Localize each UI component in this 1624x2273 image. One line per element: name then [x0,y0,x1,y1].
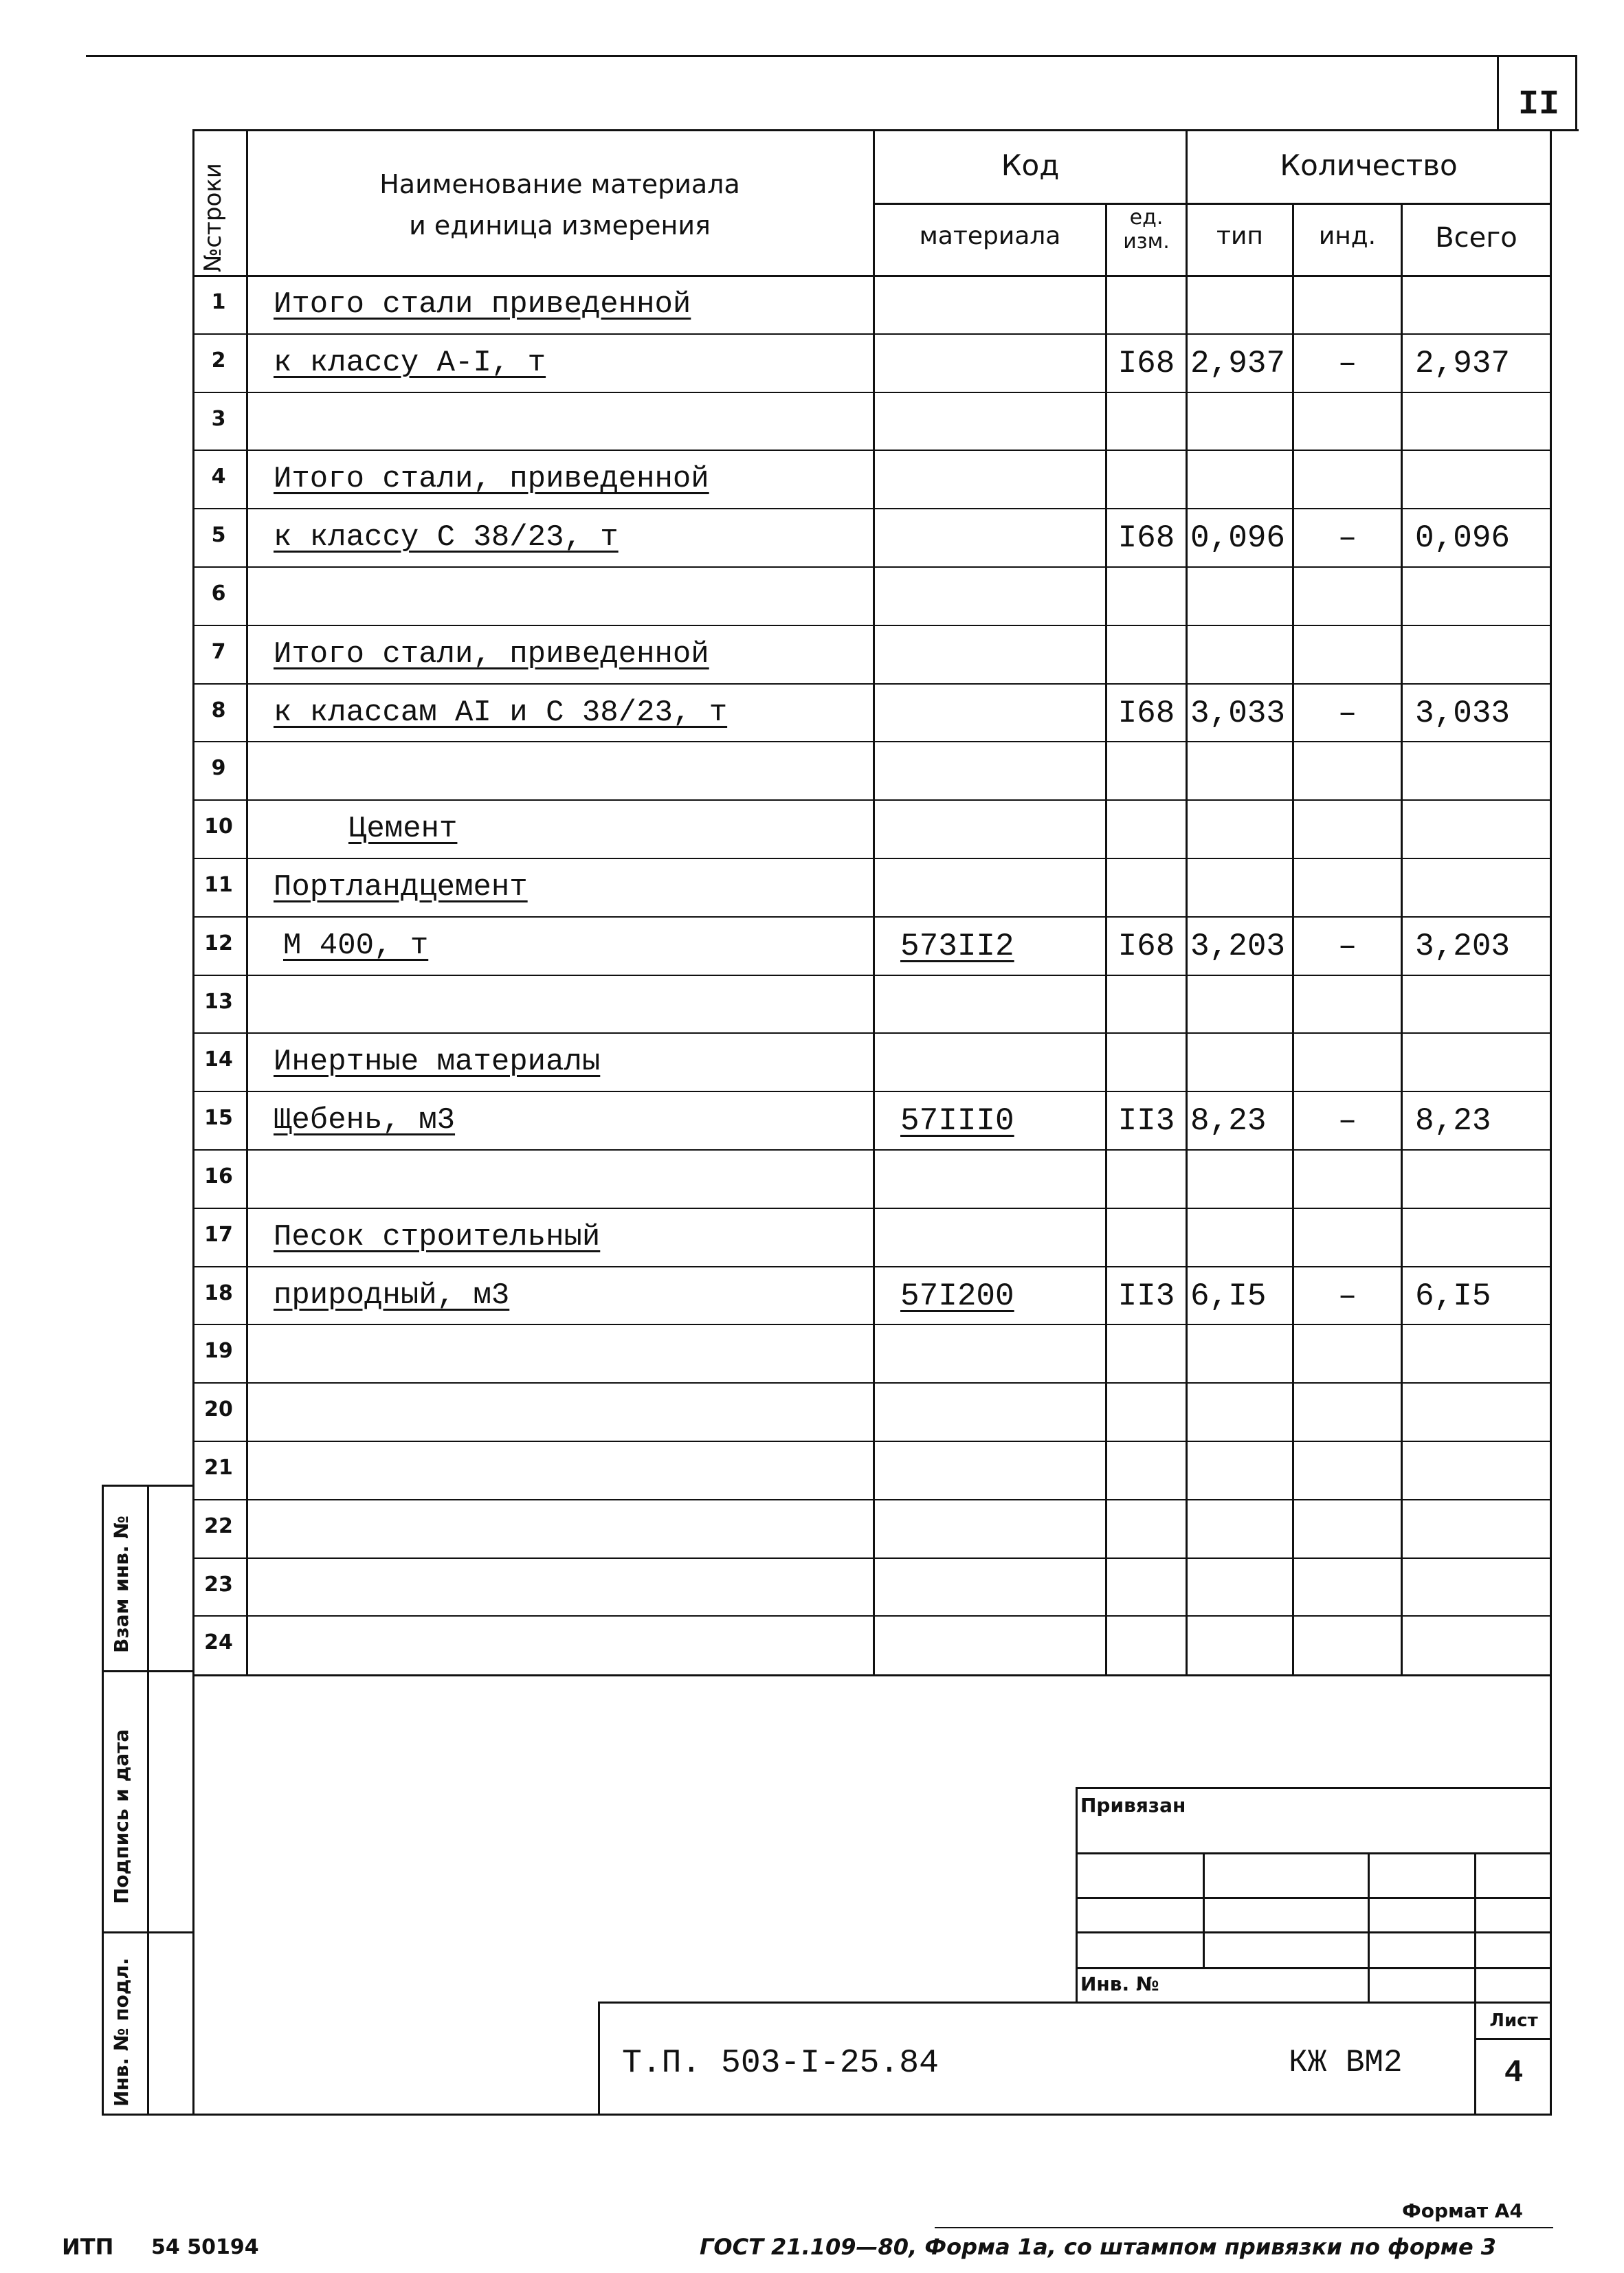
format-label: Формат А4 [1402,2199,1523,2222]
material-code: 57I200 [900,1278,1014,1314]
footer-gost: ГОСТ 21.109—80, Форма 1а, со штампом привязки по форме 3 [700,2234,1497,2260]
row-divider [192,392,1550,393]
podpis-data-label: Подпись и дата [110,1729,133,1904]
unit-code: I68 [1117,928,1175,964]
page-number: II [1517,85,1559,124]
row-divider [192,1382,1550,1384]
qty-ind: – [1337,345,1357,381]
material-name: Итого стали приведенной [274,287,691,322]
page-number-box-left [1497,55,1499,131]
designation: Т.П. 503-I-25.84 [622,2045,939,2082]
row-number: 14 [204,1047,233,1072]
row-divider [192,916,1550,918]
material-name: Итого стали, приведенной [274,636,709,672]
privyazan-col2 [1368,1852,1370,2004]
row-divider [192,566,1550,568]
top-rule [86,55,1577,57]
title-block-left [598,2002,600,2116]
col-line-name [246,129,248,1676]
unit-code: II3 [1117,1278,1175,1314]
qty-typ: 0,096 [1190,520,1286,557]
privyazan-line4 [1076,1967,1551,1969]
privyazan-line2 [1076,1897,1551,1899]
qty-ind: – [1337,1278,1357,1314]
material-name: Портландцемент [274,870,528,905]
inv-podl-label: Инв. № подл. [110,1958,133,2107]
code-material-header: материала [919,222,1061,250]
qty-total: 6,I5 [1415,1278,1491,1314]
row-divider [192,683,1550,685]
material-name: к классу А-I, т [274,345,546,380]
row-divider [192,1091,1550,1092]
qty-typ: 8,23 [1190,1103,1267,1140]
row-number: 12 [204,931,233,955]
vzam-inv-label: Взам инв. № [110,1516,133,1653]
code-header: Код [1001,148,1060,182]
material-name: М 400, т [283,928,429,963]
row-divider [192,1615,1550,1617]
side-strip-mid [147,1485,149,2116]
row-number: 9 [211,756,226,781]
row-number: 8 [211,698,226,722]
material-code: 57III0 [900,1103,1014,1140]
footer-order-no: 54 50194 [151,2235,259,2259]
privyazan-top [1076,1787,1551,1789]
qty-ind: – [1337,1103,1357,1140]
sheet-number: 4 [1504,2055,1524,2091]
footer-left: ИТП [62,2234,114,2260]
row-number: 15 [204,1106,233,1131]
qty-total: 2,937 [1415,345,1511,381]
privyazan-col3 [1474,1852,1476,2004]
material-name: Инертные материалы [274,1045,601,1080]
row-number-header: №строки [199,163,227,272]
name-header-line2: и единица измерения [409,210,711,241]
unit-code: I68 [1117,345,1175,381]
qty-total-header: Всего [1435,222,1517,254]
row-number: 23 [204,1572,233,1597]
row-number: 6 [211,581,226,606]
row-number: 20 [204,1397,233,1422]
row-divider [192,1032,1550,1034]
table-bottom-line [192,1674,1550,1676]
row-number: 3 [211,406,226,431]
row-divider [192,858,1550,859]
row-divider [192,1441,1550,1442]
row-number: 4 [211,465,226,489]
row-number: 5 [211,523,226,548]
row-number: 10 [204,814,233,839]
sheet-box-split [1474,2038,1551,2040]
qty-typ: 6,I5 [1190,1278,1267,1314]
privyazan-left [1076,1787,1078,2004]
qty-ind: – [1337,520,1357,557]
col-line-unit [1105,203,1107,1676]
side-strip-div2 [102,1931,194,1933]
qty-typ-header: тип [1216,222,1263,250]
title-block-top [598,2002,1551,2004]
privyazan-col1 [1203,1852,1205,1967]
inv-no-label: Инв. № [1080,1973,1159,1995]
row-number: 7 [211,639,226,664]
frame-bottom [102,2114,1552,2116]
qty-ind-header: инд. [1318,222,1377,250]
row-divider [192,508,1550,509]
row-number: 18 [204,1280,233,1305]
unit-code: I68 [1117,520,1175,557]
row-divider [192,1208,1550,1209]
material-name: Песок строительный [274,1219,601,1254]
side-strip-left [102,1485,104,2116]
row-number: 16 [204,1164,233,1188]
doc-code: КЖ ВМ2 [1289,2045,1403,2081]
qty-total: 8,23 [1415,1103,1491,1140]
side-strip-top [102,1485,194,1487]
sheet-label: Лист [1489,2010,1538,2031]
row-divider [192,741,1550,742]
row-divider [192,1149,1550,1151]
row-divider [192,450,1550,451]
row-number: 13 [204,989,233,1014]
qty-total: 3,033 [1415,695,1511,731]
qty-typ: 3,033 [1190,695,1286,731]
row-number: 17 [204,1222,233,1247]
quantity-header: Количество [1280,148,1458,182]
qty-typ: 2,937 [1190,345,1286,381]
row-number: 2 [211,348,226,373]
name-header-line1: Наименование материала [379,169,740,199]
row-number: 19 [204,1339,233,1364]
qty-typ: 3,203 [1190,928,1286,964]
privyazan-line1 [1076,1852,1551,1854]
col-line-code [873,129,875,1676]
row-number: 11 [204,873,233,897]
row-number: 1 [211,290,226,314]
qty-total: 3,203 [1415,928,1511,964]
material-name: Цемент [348,812,458,847]
qty-ind: – [1337,928,1357,964]
privyazan-line3 [1076,1931,1551,1933]
unit-code: I68 [1117,695,1175,731]
row-divider [192,1266,1550,1267]
sheet-box-left [1474,2002,1476,2116]
material-code: 573II2 [900,928,1014,964]
row-divider [192,1499,1550,1500]
frame-top [192,129,1579,131]
row-divider [192,333,1550,335]
row-number: 21 [204,1456,233,1480]
row-number: 22 [204,1514,233,1538]
material-name: Щебень, м3 [274,1103,456,1138]
material-name: к классу С 38/23, т [274,520,619,555]
material-name: к классам АI и С 38/23, т [274,695,728,730]
row-divider [192,975,1550,976]
row-divider [192,625,1550,626]
material-name: Итого стали, приведенной [274,462,709,497]
privyazan-label: Привязан [1080,1794,1186,1817]
qty-total: 0,096 [1415,520,1511,557]
qty-ind: – [1337,695,1357,731]
row-number: 24 [204,1630,233,1655]
row-divider [192,1324,1550,1325]
unit-code: II3 [1117,1103,1175,1140]
code-unit-header: ед. изм. [1123,206,1170,254]
header-bottom-line [192,275,1550,277]
footer-rule [935,2227,1553,2228]
side-strip-div1 [102,1670,194,1672]
row-divider [192,799,1550,801]
header-split-line [873,203,1550,205]
material-name: природный, м3 [274,1278,510,1313]
row-divider [192,1557,1550,1559]
